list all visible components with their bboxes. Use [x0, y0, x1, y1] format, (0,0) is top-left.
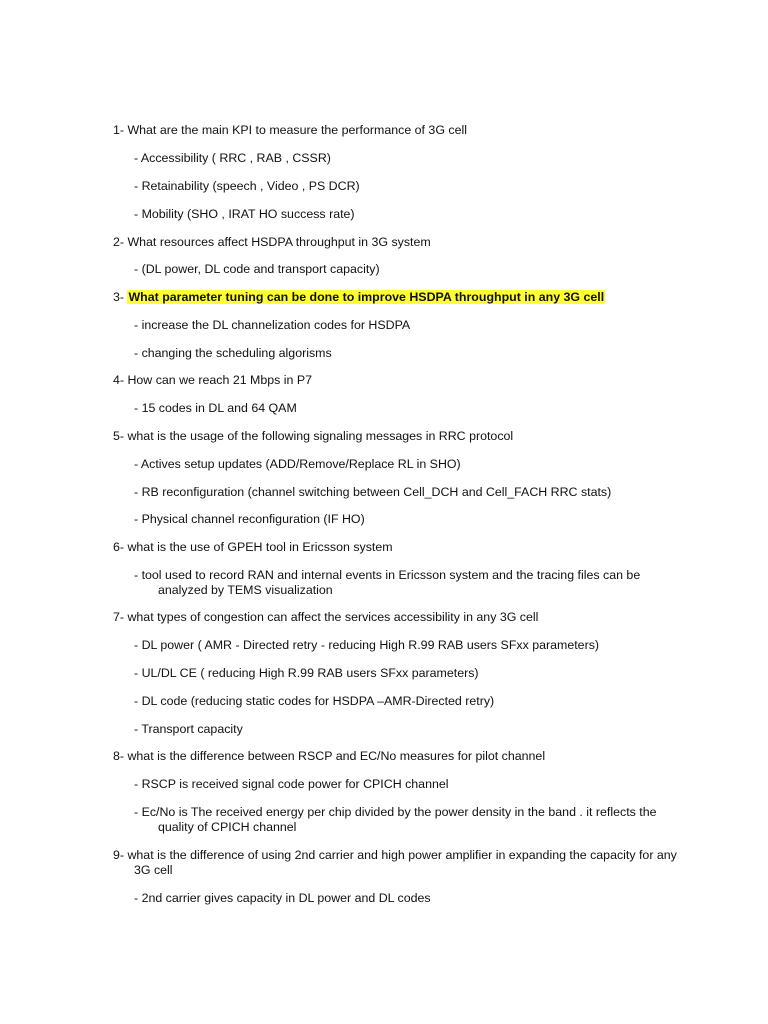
question-7: 7- what types of congestion can affect the services accessibility in any 3G cell [113, 610, 539, 624]
answer-7-dl-code: - DL code (reducing static codes for HSDPA –AMR-Directed retry) [134, 694, 495, 708]
question-1: 1- What are the main KPI to measure the performance of 3G cell [113, 123, 467, 137]
answer-6-line-2: analyzed by TEMS visualization [158, 583, 333, 597]
answer-8-ecno-line-2: quality of CPICH channel [158, 820, 297, 834]
question-3-highlighted-text: What parameter tuning can be done to improve HSDPA throughput in any 3G cell [128, 290, 605, 304]
answer-8-rscp: - RSCP is received signal code power for CPICH channel [134, 777, 449, 791]
answer-2: - (DL power, DL code and transport capacity) [134, 262, 380, 276]
answer-7-dl-power: - DL power ( AMR - Directed retry - reducing High R.99 RAB users SFxx parameters) [134, 638, 600, 652]
question-3-prefix: 3- [113, 290, 128, 304]
question-8: 8- what is the difference between RSCP and EC/No measures for pilot channel [113, 749, 546, 763]
answer-5-active-set: - Actives setup updates (ADD/Remove/Replace RL in SHO) [134, 457, 461, 471]
answer-9: - 2nd carrier gives capacity in DL power and DL codes [134, 891, 431, 905]
answer-3-scheduling: - changing the scheduling algorisms [134, 346, 332, 360]
question-9-line-2: 3G cell [134, 863, 173, 877]
answer-3-codes: - increase the DL channelization codes for HSDPA [134, 318, 411, 332]
answer-1-retainability: - Retainability (speech , Video , PS DCR) [134, 179, 360, 193]
answer-8-ecno-line-1: - Ec/No is The received energy per chip divided by the power density in the band . it reflects the [134, 805, 657, 819]
answer-1-mobility: - Mobility (SHO , IRAT HO success rate) [134, 207, 355, 221]
answer-5-physical-channel: - Physical channel reconfiguration (IF HO) [134, 512, 365, 526]
answer-4: - 15 codes in DL and 64 QAM [134, 401, 297, 415]
question-3 [113, 290, 605, 305]
question-2: 2- What resources affect HSDPA throughput in 3G system [113, 235, 431, 249]
question-6: 6- what is the use of GPEH tool in Ericsson system [113, 540, 393, 554]
answer-1-accessibility: - Accessibility ( RRC , RAB , CSSR) [134, 151, 331, 165]
answer-5-rb-reconfig: - RB reconfiguration (channel switching between Cell_DCH and Cell_FACH RRC stats) [134, 485, 612, 499]
question-4: 4- How can we reach 21 Mbps in P7 [113, 373, 313, 387]
answer-7-ce: - UL/DL CE ( reducing High R.99 RAB users SFxx parameters) [134, 666, 479, 680]
answer-7-transport: - Transport capacity [134, 722, 243, 736]
question-9-line-1: 9- what is the difference of using 2nd carrier and high power amplifier in expanding the capacity for any [113, 848, 677, 862]
question-5: 5- what is the usage of the following signaling messages in RRC protocol [113, 429, 514, 443]
answer-6-line-1: - tool used to record RAN and internal events in Ericsson system and the tracing files can be [134, 568, 641, 582]
